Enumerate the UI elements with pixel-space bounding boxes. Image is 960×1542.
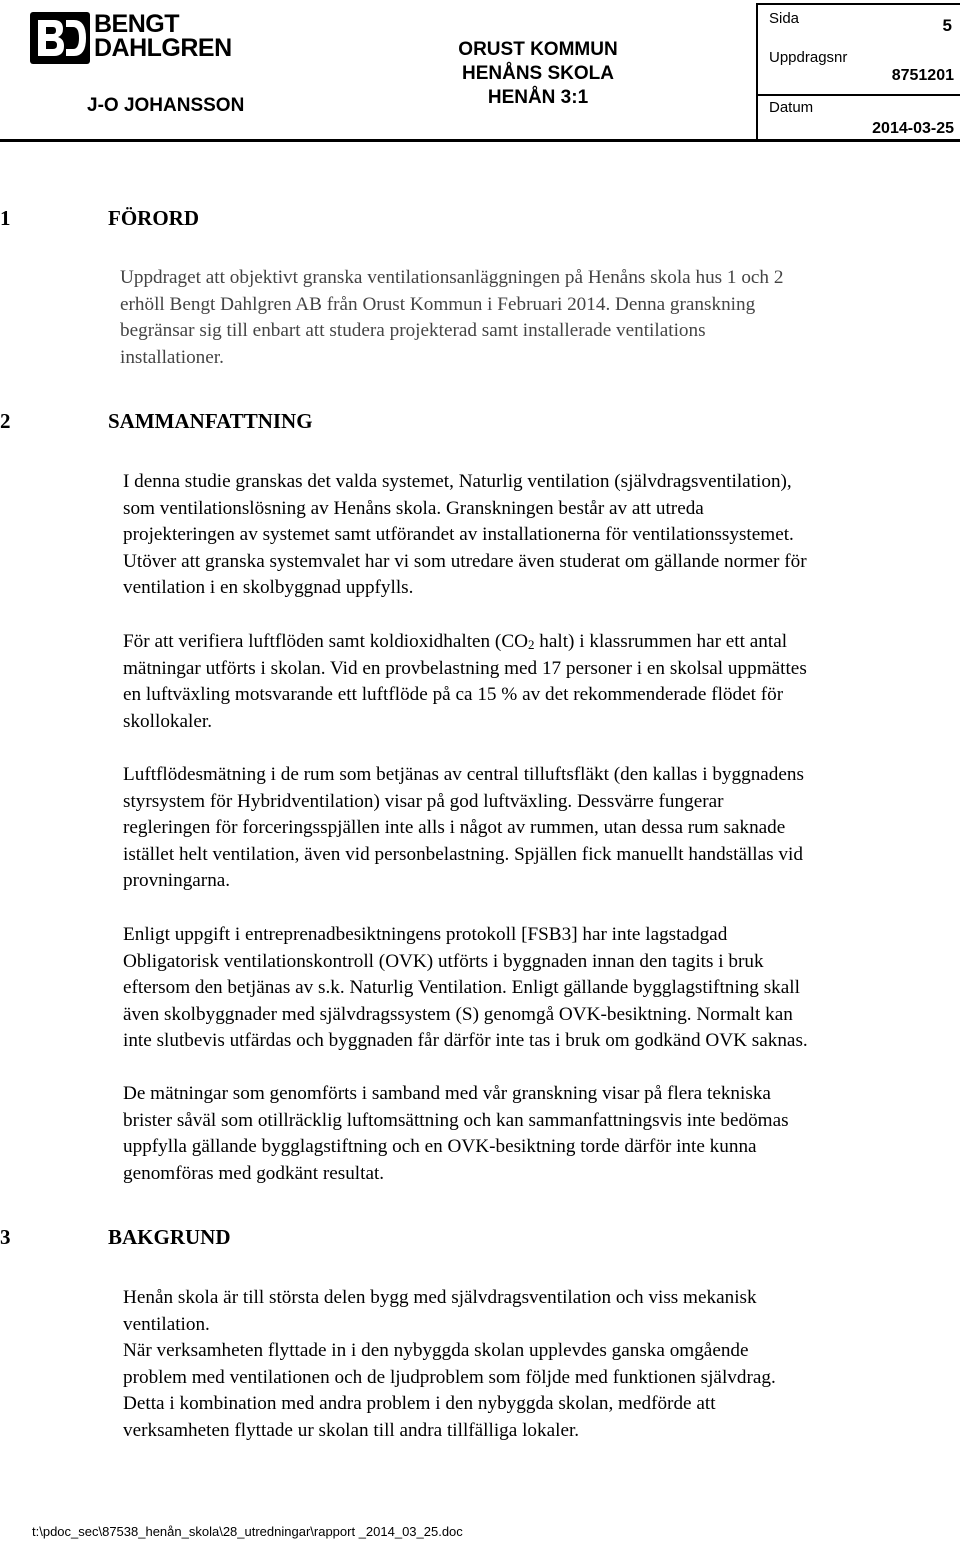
text-line: mätningar utförts i skolan. Vid en provbelastning med 17 personer i en skolsal uppmättes <box>123 657 807 679</box>
text-line: erhöll Bengt Dahlgren AB från Orust Kommun i Februari 2014. Denna granskning <box>120 293 756 315</box>
text-line: ventilation i en skolbyggnad uppfylls. <box>123 577 414 599</box>
page-number: 5 <box>942 16 952 35</box>
text-line: När verksamheten flyttade in i den nybyggda skolan upplevdes ganska omgående <box>123 1340 749 1362</box>
co2-subscript: 2 <box>527 637 535 652</box>
text-line: Detta i kombination med andra problem i den nybyggda skolan, medförde att <box>123 1393 716 1415</box>
section-number: 1 <box>0 206 11 230</box>
paragraph <box>123 762 955 895</box>
header-divider <box>757 3 960 5</box>
paragraph <box>123 1081 955 1187</box>
header-divider <box>0 139 960 142</box>
logo-line: BENGT <box>94 10 179 38</box>
header-divider <box>756 3 758 140</box>
text-line: Enligt uppgift i entreprenadbesiktningens protokoll [FSB3] har inte lagstadgad <box>123 924 728 945</box>
paragraph <box>123 629 955 735</box>
logo-line: DAHLGREN <box>94 34 232 62</box>
section-title: SAMMANFATTNING <box>108 409 313 433</box>
text-line: eftersom den betjänas av s.k. Naturlig Ventilation. Enligt gällande bygglagstiftning skall <box>123 977 800 999</box>
text-line: Utöver att granska systemvalet har vi som utredare även studerat om gällande normer för <box>123 550 807 572</box>
text-line: projekteringen av systemet samt utförandet av installationerna för ventilationssystemet. <box>123 524 794 546</box>
section-title: BAKGRUND <box>108 1225 231 1249</box>
bd-logo-icon <box>30 12 90 64</box>
text-line: Henån skola är till största delen bygg med självdragsventilation och viss mekanisk <box>123 1287 757 1308</box>
logo-wordmark <box>94 12 232 60</box>
text-line: som ventilationslösning av Henåns skola. Granskningen består av att utreda <box>123 497 704 519</box>
text-line: ventilation. <box>123 1313 210 1335</box>
company-logo <box>30 12 250 64</box>
client-block <box>400 38 676 110</box>
paragraph <box>120 265 920 371</box>
text-line: även skolbyggnader med självdragssystem (S) genomgå OVK-besiktning. Normalt kan <box>123 1003 793 1025</box>
text-line: istället helt ventilation, även vid personbelastning. Spjällen fick manuellt handställas vid <box>123 843 803 865</box>
text-fragment: För att verifiera luftflöden samt koldioxidhalten (CO <box>123 631 528 652</box>
date-label: Datum <box>769 99 814 116</box>
text-line: styrsystem för Hybridventilation) visar på god luftväxling. Dessvärre fungerar <box>123 790 724 812</box>
page-header <box>0 0 960 142</box>
text-line: inte slutbevis utfärdas och byggnaden får därför inte tas i bruk om godkänd OVK saknas. <box>123 1030 808 1052</box>
section-number: 3 <box>0 1225 11 1249</box>
page-label: Sida <box>769 10 800 27</box>
text-line: Obligatorisk ventilationskontroll (OVK) utförts i byggnaden innan den tagits i bruk <box>123 950 764 972</box>
date-value: 2014-03-25 <box>872 120 954 137</box>
assignment-label: Uppdragsnr <box>769 49 848 66</box>
text-line: en luftväxling motsvarande ett luftflöde på ca 15 % av det rekommenderade flödet för <box>123 684 784 706</box>
text-fragment: halt) i klassrummen har ett antal <box>534 631 788 652</box>
text-line: provningarna. <box>123 870 231 892</box>
file-path-footer: t:\pdoc_sec\87538_henån_skola\28_utredningar\rapport _2014_03_25.doc <box>32 1524 463 1539</box>
client-name: ORUST KOMMUN <box>458 39 618 60</box>
text-line: skollokaler. <box>123 710 212 732</box>
text-line: begränsar sig till enbart att studera projekterad samt installerade ventilations <box>120 320 706 342</box>
text-line: Luftflödesmätning i de rum som betjänas av central tilluftsfläkt (den kallas i byggnadens <box>123 764 804 785</box>
text-line: De mätningar som genomförts i samband med vår granskning visar på flera tekniska <box>123 1083 771 1104</box>
text-line <box>123 629 955 656</box>
text-line: regleringen för forceringsspjällen inte alls i något av rummen, utan dessa rum saknade <box>123 817 786 839</box>
project-name: HENÅNS SKOLA <box>461 63 614 84</box>
text-line: uppfylla gällande bygglagstiftning och en OVK-besiktning torde därför inte kunna <box>123 1136 757 1158</box>
paragraph <box>123 469 955 602</box>
author-name: J-O JOHANSSON <box>87 95 245 116</box>
text-line: brister såväl som otillräcklig luftomsättning och kan sammanfattningsvis inte bedömas <box>123 1109 789 1131</box>
text-line: Uppdraget att objektivt granska ventilationsanläggningen på Henåns skola hus 1 och 2 <box>120 267 784 288</box>
paragraph <box>123 922 955 1055</box>
text-line: I denna studie granskas det valda systemet, Naturlig ventilation (självdragsventilation), <box>123 471 792 492</box>
text-line: verksamheten flyttade ur skolan till andra tillfälliga lokaler. <box>123 1419 580 1441</box>
header-divider <box>757 94 960 96</box>
paragraph <box>123 1285 955 1445</box>
text-line: genomföras med godkänt resultat. <box>123 1162 385 1184</box>
section-title: FÖRORD <box>108 206 199 230</box>
property-name: HENÅN 3:1 <box>487 87 589 108</box>
text-line: installationer. <box>120 346 224 368</box>
assignment-number: 8751201 <box>891 67 954 84</box>
text-line: problem med ventilationen och de ljudproblem som följde med funktionen självdrag. <box>123 1366 776 1388</box>
section-number: 2 <box>0 409 11 433</box>
